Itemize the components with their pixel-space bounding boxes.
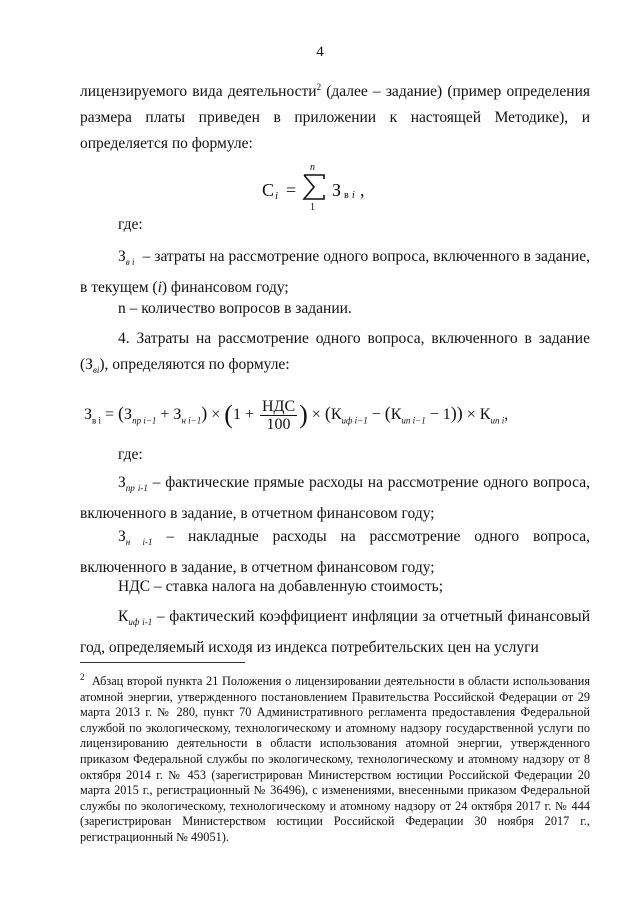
formula2-minus: − [371, 406, 381, 424]
formula2-times-2: × [311, 406, 321, 424]
formula2-k2: К [390, 406, 402, 424]
paren-close-2: ) [299, 400, 308, 430]
formula1-sum-lower: 1 [310, 202, 315, 213]
footnote-ref-marker: 2 [316, 82, 322, 92]
paren-close-4: )) [450, 403, 463, 424]
definition-n: n – количество вопросов в задании. [118, 300, 352, 317]
intro-text-rest: (далее – задание) (пример определения размера платы приведен в приложении к настоящей Методике), и определяется по формуле: [80, 83, 591, 153]
formula2-one-plus: 1 + [232, 406, 254, 424]
paren-open-1: ( [118, 403, 125, 424]
footnote-number: 2 [80, 672, 85, 682]
paren-open-3: ( [324, 403, 331, 424]
def-zpr-sub: пр i-1 [125, 483, 148, 494]
paren-close-1: ) [201, 403, 208, 424]
formula1-lhs: C [262, 180, 275, 200]
footnote-text: Абзац второй пункта 21 Положения о лицензировании деятельности в области использования атомной энергии, утвержденного постановлением Правительства Российской Федерации от 29 марта 2013 г. № 280, пункт 70 Административного регламента предоставления Федеральной службой по экологическому, технологическому и атомному надзору государственной услуги по лицензированию деятельности в области использования атомной энергии, утвержденного приказом Федеральной службы по экологическому, технологическому и атомному надзору от 8 октября 2014 г. № 453 (зарегистрирован Министерством юстиции Российской Федерации 20 марта 2015 г., регистрационный № 36496), с изменениями, внесенными приказом Федеральной службы по экологическому, технологическому и атомному надзору от 24 октября 2017 г. № 444 (зарегистрирован Министерством юстиции Российской Федерации 30 ноября 2017 г., регистрационный № 49051). [80, 674, 590, 845]
def-kif-sub: иф i-1 [128, 617, 153, 628]
definition-zpr [80, 470, 590, 527]
def-zvi-sub: в i [125, 257, 135, 268]
formula2-plus: + [160, 406, 170, 424]
def-zpr-symbol: З [118, 474, 126, 491]
definition-zvi [80, 244, 590, 301]
intro-paragraph [80, 74, 590, 157]
formula2-row [84, 398, 508, 433]
formula2-k1: К [330, 406, 342, 424]
def-zvi-tail: ) финансовом году; [161, 279, 289, 297]
formula2-minus-one: − 1 [429, 406, 451, 424]
formula2-lhs-sub: в i [92, 415, 102, 426]
definition-nds: НДС – ставка налога на добавленную стоимость; [118, 578, 444, 595]
formula2-t2-sub: н i−1 [181, 415, 202, 426]
footnote [80, 670, 590, 846]
formula1-eq: = [286, 180, 297, 200]
definition-kif [80, 604, 590, 656]
def-zvi-text: – затраты на рассмотрение одного вопроса, включенного в задание, в текущем ( [80, 248, 590, 297]
def-zvi-i: i [157, 279, 162, 297]
paren-open-4: ( [384, 403, 391, 424]
formula1-sum-upper: n [310, 162, 315, 173]
formula2-t2: З [173, 406, 182, 424]
formula2-k1-sub: иф i−1 [341, 415, 368, 426]
def-zn-symbol: З [118, 528, 126, 545]
intro-text: лицензируемого вида деятельности [80, 83, 317, 101]
page-number: 4 [316, 44, 324, 60]
def-zpr-text: – фактические прямые расходы на рассмотрение одного вопроса, включенного в задание, в отчетном финансовом году; [80, 474, 590, 523]
fraction-numerator: НДС [261, 398, 296, 415]
formula1-term-sub1: в [344, 190, 349, 201]
formula2-lhs: З [84, 406, 93, 424]
def-zn-text: – накладные расходы на рассмотрение одного вопроса, включенного в задание, в отчетном финансовом году; [80, 528, 590, 577]
formula-cost-sum [262, 162, 392, 222]
fraction-nds [260, 398, 297, 433]
fraction-denominator: 100 [266, 416, 291, 433]
paren-open-2: ( [224, 400, 233, 430]
definition-zn [80, 524, 590, 581]
formula2-t1-sub: пр i−1 [132, 415, 157, 426]
formula2-k3-sub: ип i [490, 415, 505, 426]
formula2-trailing-comma: , [504, 406, 509, 424]
def-zvi-symbol: З [118, 248, 126, 265]
formula2-times-3: × [466, 406, 476, 424]
para4-tail: ), определяются по формуле: [99, 356, 290, 373]
formula2-k3: К [479, 406, 491, 424]
formula1-term: З [332, 180, 342, 200]
formula2-eq: = [105, 406, 115, 424]
sigma-icon [302, 173, 326, 201]
formula1-lhs-sub: i [275, 190, 279, 202]
formula1-term-sub2: i [352, 190, 355, 201]
formula1-trailing: , [360, 180, 365, 200]
formula-question-cost [84, 386, 590, 436]
def-kif-text: – фактический коэффициент инфляции за отчетный финансовый год, определяемый исходя из индекса потребительских цен на услуги [80, 608, 590, 656]
para4-sub: вi [92, 365, 100, 376]
def-zn-sub: н i-1 [125, 537, 153, 548]
where-label-2: где: [118, 446, 143, 463]
formula2-t1: З [124, 406, 133, 424]
def-kif-symbol: К [118, 608, 129, 625]
paragraph-4 [80, 326, 590, 383]
para4-text: 4. Затраты на рассмотрение одного вопроса, включенного в задание (З [80, 330, 590, 373]
formula2-k2-sub: ип i−1 [401, 415, 426, 426]
footnote-divider [80, 662, 245, 663]
formula2-times-1: × [211, 406, 221, 424]
where-label-1: где: [118, 216, 143, 233]
